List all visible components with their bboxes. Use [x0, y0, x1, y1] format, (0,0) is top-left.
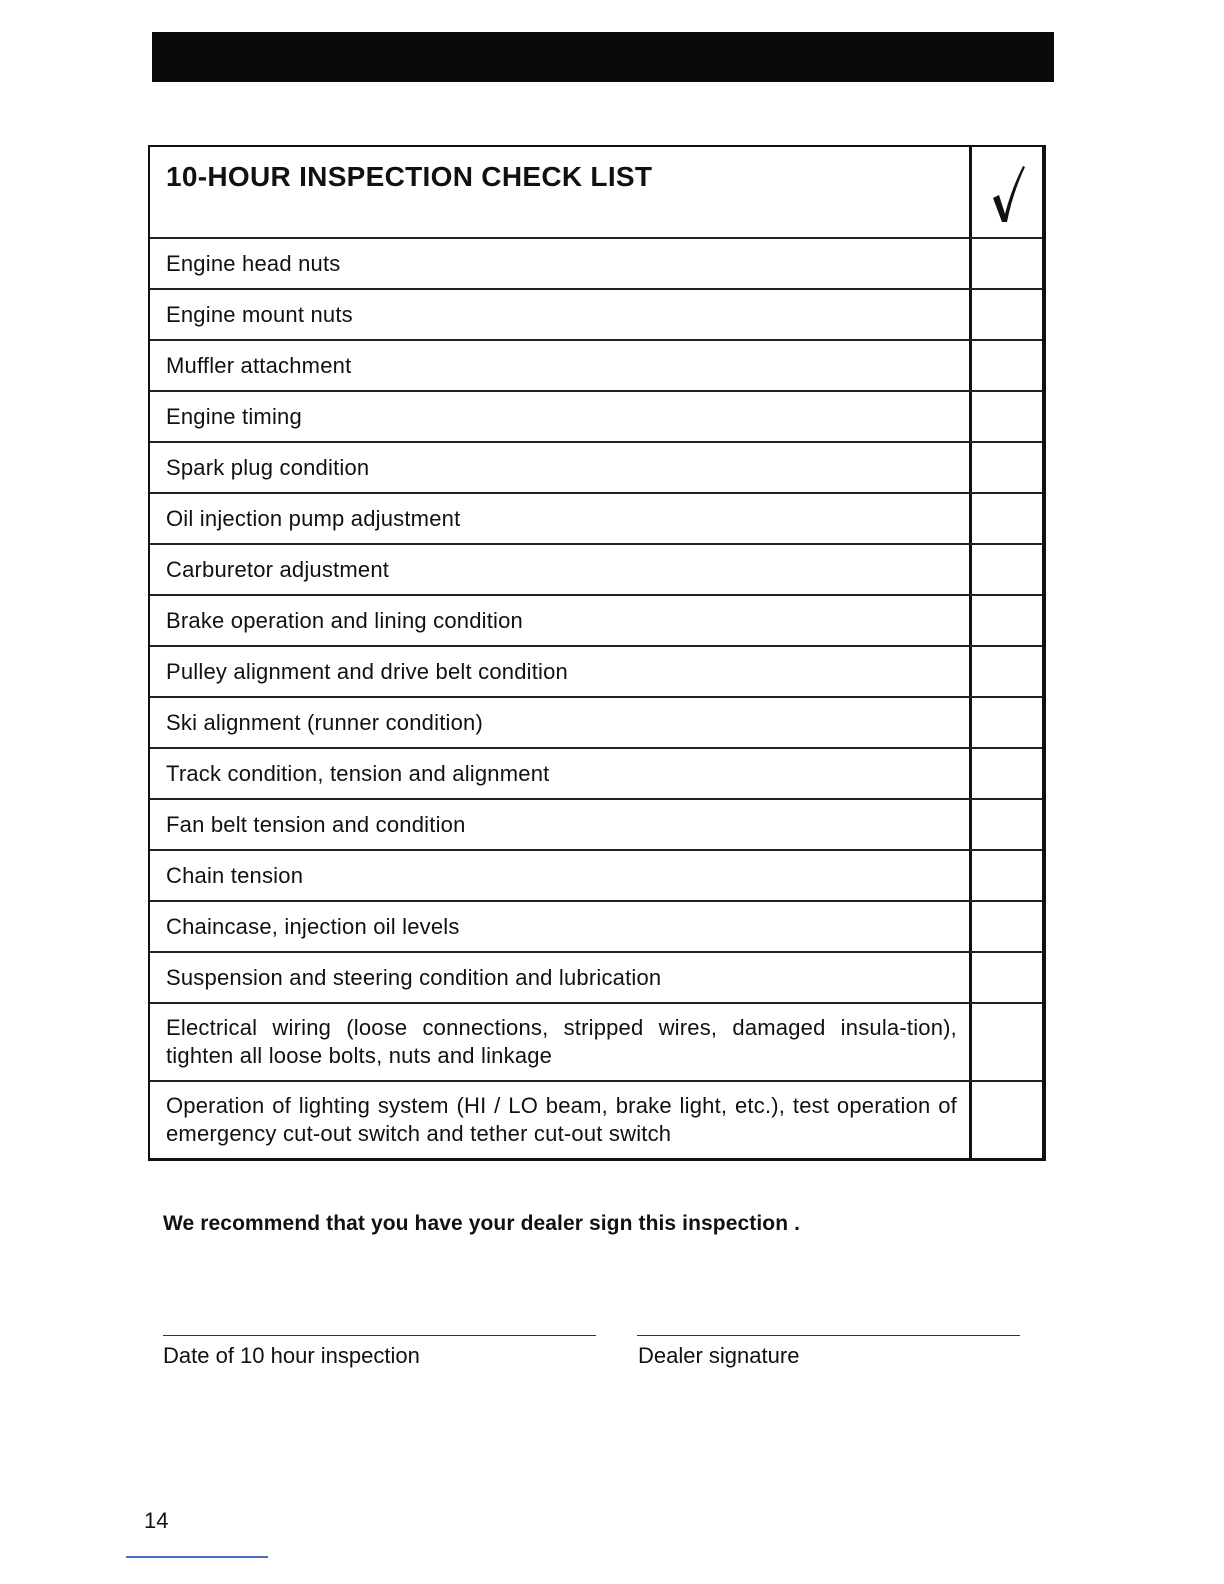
checklist-row — [150, 237, 1042, 288]
check-column-header — [972, 147, 1042, 237]
checklist-item-label: Electrical wiring (loose connections, stripped wires, damaged insula-tion), tighten all loose bolts, nuts and linkage — [150, 1004, 972, 1080]
check-box[interactable] — [972, 341, 1042, 390]
checklist-row — [150, 645, 1042, 696]
checklist-row — [150, 696, 1042, 747]
checklist-item-label: Carburetor adjustment — [150, 545, 972, 594]
checklist-row — [150, 288, 1042, 339]
check-box[interactable] — [972, 1082, 1042, 1158]
check-box[interactable] — [972, 953, 1042, 1002]
check-box[interactable] — [972, 494, 1042, 543]
checklist-row — [150, 1080, 1042, 1158]
checklist-item-label: Engine mount nuts — [150, 290, 972, 339]
check-box[interactable] — [972, 443, 1042, 492]
checklist-item-label: Chain tension — [150, 851, 972, 900]
check-box[interactable] — [972, 290, 1042, 339]
checklist-item-label: Operation of lighting system (HI / LO beam, brake light, etc.), test operation of emergency cut-out switch and tether cut-out switch — [150, 1082, 972, 1158]
checklist-item-label: Engine head nuts — [150, 239, 972, 288]
date-signature-line[interactable] — [163, 1335, 596, 1336]
check-box[interactable] — [972, 1004, 1042, 1080]
check-box[interactable] — [972, 239, 1042, 288]
checklist-row — [150, 1002, 1042, 1080]
checklist-item-label: Pulley alignment and drive belt condition — [150, 647, 972, 696]
checklist-row — [150, 543, 1042, 594]
checklist-item-label: Muffler attachment — [150, 341, 972, 390]
checklist-item-label: Brake operation and lining condition — [150, 596, 972, 645]
checklist-item-label: Chaincase, injection oil levels — [150, 902, 972, 951]
check-box[interactable] — [972, 749, 1042, 798]
dealer-signature-line[interactable] — [637, 1335, 1020, 1336]
checklist-item-label: Track condition, tension and alignment — [150, 749, 972, 798]
checklist-item-label: Spark plug condition — [150, 443, 972, 492]
footer-rule — [126, 1556, 268, 1558]
checklist-row — [150, 390, 1042, 441]
checklist-row — [150, 339, 1042, 390]
check-box[interactable] — [972, 647, 1042, 696]
dealer-label: Dealer signature — [638, 1343, 800, 1368]
checklist-item-label: Suspension and steering condition and lubrication — [150, 953, 972, 1002]
checklist-item-label: Fan belt tension and condition — [150, 800, 972, 849]
checklist-row — [150, 747, 1042, 798]
checklist-item-label: Engine timing — [150, 392, 972, 441]
check-box[interactable] — [972, 851, 1042, 900]
checklist-row — [150, 951, 1042, 1002]
page-number: 14 — [144, 1508, 169, 1533]
checklist-row — [150, 798, 1042, 849]
checklist-row — [150, 900, 1042, 951]
inspection-checklist — [148, 145, 1046, 1161]
check-box[interactable] — [972, 800, 1042, 849]
date-label: Date of 10 hour inspection — [163, 1343, 420, 1368]
checklist-row — [150, 849, 1042, 900]
checklist-item-label: Oil injection pump adjustment — [150, 494, 972, 543]
checklist-row — [150, 492, 1042, 543]
header-bar — [152, 32, 1054, 82]
check-box[interactable] — [972, 698, 1042, 747]
check-box[interactable] — [972, 392, 1042, 441]
dealer-recommendation: We recommend that you have your dealer sign this inspection . — [163, 1212, 801, 1235]
checklist-title: 10-HOUR INSPECTION CHECK LIST — [150, 147, 972, 237]
checklist-row — [150, 594, 1042, 645]
checklist-header — [150, 147, 1042, 237]
checklist-item-label: Ski alignment (runner condition) — [150, 698, 972, 747]
checkmark-icon — [987, 160, 1027, 224]
checklist-row — [150, 441, 1042, 492]
check-box[interactable] — [972, 596, 1042, 645]
check-box[interactable] — [972, 902, 1042, 951]
check-box[interactable] — [972, 545, 1042, 594]
